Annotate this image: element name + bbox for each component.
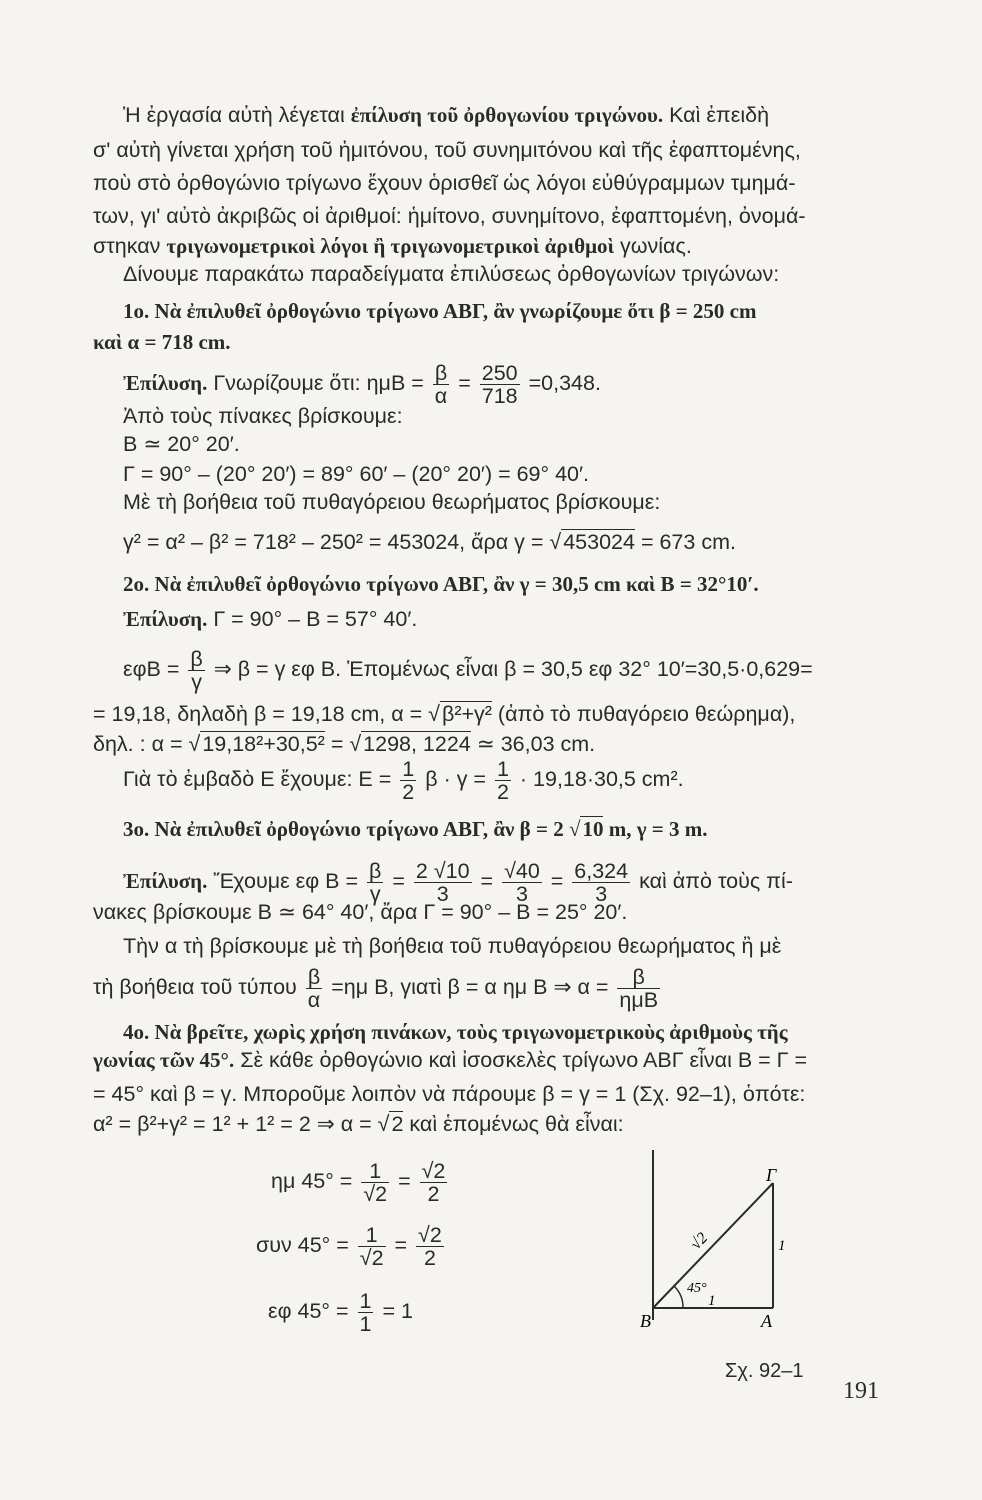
angle-arc <box>674 1286 683 1308</box>
ex2-line-4 <box>93 700 893 728</box>
denominator: 3 <box>515 882 528 906</box>
numerator: β <box>433 362 449 385</box>
ex2-text: δηλ. : α = √ <box>93 732 201 756</box>
ex1-text: γ² = α² – β² = 718² – 250² = 453024, ἄρα γ = √ <box>123 530 562 554</box>
denominator: γ <box>191 670 202 694</box>
ex1-line-3: Ἀπὸ τοὺς πίνακες βρίσκουμε: <box>123 404 403 428</box>
radicand: 10 <box>582 817 604 841</box>
numerator: 6,324 <box>574 859 629 883</box>
fraction <box>420 1160 448 1205</box>
ex1-title-1: 1ο. Νὰ ἐπιλυθεῖ ὀρθογώνιο τρίγωνο ΑΒΓ, ἂν γνωρίζουμε ὅτι β = 250 cm <box>123 299 757 323</box>
denominator: 3 <box>436 882 449 906</box>
fraction <box>495 758 511 803</box>
intro-line-6: Δίνουμε παρακάτω παραδείγματα ἐπιλύσεως ὀρθογωνίων τριγώνων: <box>123 262 780 286</box>
sin45-line: ημ 45° = $\frac{1}{√2}$ = $\frac{√2}{2}$ <box>271 1159 446 1206</box>
cos45-label: συν 45° = <box>256 1233 355 1258</box>
numerator: 1 <box>359 1289 372 1313</box>
equals: = <box>386 869 411 894</box>
ex2-text: · 19,18·30,5 cm². <box>513 767 684 792</box>
ex1-text: = 673 cm. <box>634 530 736 554</box>
ex4-text: α² = β²+γ² = 1² + 1² = 2 ⇒ α = √ <box>93 1112 390 1136</box>
equals: = <box>452 371 477 396</box>
intro-line-5 <box>93 232 893 260</box>
ex2-text: = √ <box>324 732 362 756</box>
radicand: 19,18²+30,5² <box>202 732 325 756</box>
ex2-text: (ἀπὸ τὸ πυθαγόρειο θεώρημα), <box>491 702 796 726</box>
numerator: β <box>190 647 203 671</box>
numerator: β <box>617 966 660 989</box>
fraction <box>306 966 322 1011</box>
angle-label: 45° <box>687 1281 707 1296</box>
tan45-line <box>268 1290 568 1335</box>
intro-line-1 <box>123 101 923 129</box>
intro-bold-term: ἐπίλυση τοῦ ὀρθογωνίου τριγώνου. <box>350 103 664 127</box>
ex3-title <box>123 815 923 843</box>
numerator: 250 <box>481 361 518 385</box>
denominator: 2 <box>427 1182 440 1206</box>
radicand: 2 <box>391 1112 404 1136</box>
numerator: 1 <box>361 1160 389 1183</box>
ex4-text: Σὲ κάθε ὀρθογώνιο καὶ ἰσοσκελὲς τρίγωνο ΑΒΓ εἶναι Β = Γ = <box>234 1048 808 1072</box>
denominator: 3 <box>595 882 608 906</box>
denominator: α <box>307 988 321 1012</box>
radicand: 453024 <box>563 530 635 554</box>
radicand: β²+γ² <box>441 702 492 726</box>
numerator: 1 <box>358 1224 386 1247</box>
triangle-figure <box>620 1145 800 1360</box>
cos45-line: συν 45° = $\frac{1}{√2}$ = $\frac{√2}{2}$ <box>256 1223 442 1270</box>
numerator: 2 √10 <box>415 859 470 883</box>
ex2-text: β · γ = <box>419 767 492 792</box>
denominator: α <box>434 384 448 408</box>
ex2-text: ≃ 36,03 cm. <box>470 732 596 756</box>
intro-bold-term: τριγωνομετρικοὶ λόγοι ἢ τριγωνομετρικοὶ ἀριθμοὶ <box>166 234 615 258</box>
radicand: 1298, 1224 <box>363 732 471 756</box>
intro-text: Ἡ ἐργασία αὐτὴ λέγεται <box>123 103 351 127</box>
fraction <box>188 648 204 693</box>
numerator: 1 <box>496 757 509 781</box>
ex1-line-6: Μὲ τὴ βοήθεια τοῦ πυθαγόρειου θεωρήματος βρίσκουμε: <box>123 490 661 514</box>
ex4-line-3: = 45° καὶ β = γ. Μποροῦμε λοιπὸν νὰ πάρουμε β = γ = 1 (Σχ. 92–1), ὁπότε: <box>93 1082 806 1106</box>
solution-label: Ἐπίλυση. <box>123 607 208 631</box>
denominator: √2 <box>363 1182 388 1206</box>
numerator: β <box>306 966 322 989</box>
ex3-line-3: Τὴν α τὴ βρίσκουμε μὲ τὴ βοήθεια τοῦ πυθαγόρειου θεωρήματος ἢ μὲ <box>123 934 782 958</box>
figure-caption: Σχ. 92–1 <box>725 1360 804 1382</box>
ex2-text: = 19,18, δηλαδὴ β = 19,18 cm, α = √ <box>93 702 440 726</box>
numerator: √40 <box>504 859 540 883</box>
triangle-hypotenuse <box>653 1183 773 1308</box>
vertex-g-label: Γ <box>766 1165 777 1185</box>
fraction <box>358 1290 374 1335</box>
ex4-text: καὶ ἑπομένως θὰ εἶναι: <box>403 1112 624 1136</box>
equals: = <box>474 869 500 894</box>
ex3-line-2: νακες βρίσκουμε Β ≃ 64° 40′, ἄρα Γ = 90° – Β = 25° 20′. <box>93 900 628 924</box>
numerator: 1 <box>402 757 415 781</box>
ex3-title-text: m, γ = 3 m. <box>603 817 708 841</box>
intro-text: Καὶ ἐπειδὴ <box>663 103 770 127</box>
intro-line-4: των, γι' αὐτὸ ἀκριβῶς οἱ ἀριθμοί: ἡμίτονο, συνημίτονο, ἐφαπτομένη, ὀνομά- <box>93 204 806 228</box>
ex4-title: 4ο. Νὰ βρεῖτε, χωρὶς χρήση πινάκων, τοὺς τριγωνομετρικοὺς ἀριθμοὺς τῆς <box>123 1020 788 1044</box>
intro-line-3: ποὺ στὸ ὀρθογώνιο τρίγωνο ἔχουν ὁρισθεῖ ὡς λόγοι εὐθύγραμμων τμημά- <box>93 171 796 195</box>
ex4-line-2 <box>93 1046 893 1074</box>
ex2-text: ⇒ β = γ εφ Β. Ἑπομένως εἶναι β = 30,5 εφ 32° 10′=30,5·0,629= <box>207 657 813 682</box>
denominator: 1 <box>359 1312 372 1336</box>
ex2-text: εφB = <box>123 657 186 682</box>
denominator: 2 <box>402 780 415 804</box>
intro-text: γωνίας. <box>614 234 692 258</box>
sin45-label: ημ 45° = <box>271 1169 359 1194</box>
ex2-solution <box>123 605 923 633</box>
numerator: β <box>369 859 382 883</box>
ex1-line-4: B ≃ 20° 20′. <box>123 432 240 456</box>
ex3-title-text: 3ο. Νὰ ἐπιλυθεῖ ὀρθογώνιο τρίγωνο ΑΒΓ, ἂν β = 2 √ <box>123 817 581 841</box>
ex1-title-2: καὶ α = 718 cm. <box>93 330 231 354</box>
ex2-line-3 <box>123 648 923 693</box>
vertex-b-label: B <box>640 1311 651 1331</box>
vertex-a-label: A <box>761 1311 772 1331</box>
fraction <box>361 1160 389 1205</box>
ex2-text: Γ = 90° – Β = 57° 40′. <box>207 607 418 631</box>
base-label: 1 <box>708 1293 716 1309</box>
denominator: √2 <box>359 1246 384 1270</box>
denominator: ημB <box>619 988 659 1012</box>
ex3-text: =ημ Β, γιατὶ β = α ημ Β ⇒ α = <box>325 975 615 1000</box>
ex2-text: Γιὰ τὸ ἐμβαδὸ Ε ἔχουμε: E = <box>123 767 398 792</box>
fraction <box>617 966 660 1011</box>
solution-label: Ἐπίλυση. <box>123 869 208 894</box>
solution-label: Ἐπίλυση. <box>123 371 208 396</box>
fraction <box>400 758 416 803</box>
numerator: √2 <box>418 1223 442 1247</box>
tan45-result: = 1 <box>376 1299 413 1324</box>
ex1-line-7 <box>123 528 923 556</box>
denominator: γ <box>369 882 381 906</box>
ex1-text: =0,348. <box>522 371 601 396</box>
ex1-solution <box>123 362 923 407</box>
page-number: 191 <box>843 1378 879 1404</box>
right-side-label: 1 <box>778 1238 786 1254</box>
ex4-bold-text: γωνίας τῶν 45°. <box>93 1048 235 1072</box>
denominator: 718 <box>481 384 518 408</box>
fraction <box>358 1224 386 1269</box>
denominator: 2 <box>423 1246 436 1270</box>
fraction <box>433 362 449 407</box>
ex3-text: καὶ ἀπὸ τοὺς πί- <box>633 869 793 894</box>
ex2-line-5 <box>93 730 893 758</box>
ex1-line-5: Γ = 90° – (20° 20′) = 89° 60′ – (20° 20′) = 69° 40′. <box>123 462 590 486</box>
fraction <box>480 362 520 407</box>
ex3-line-4 <box>93 966 893 1011</box>
tan45-label: εφ 45° = <box>268 1299 355 1324</box>
intro-text: στηκαν <box>93 234 167 258</box>
ex1-text: Γνωρίζουμε ὅτι: ημB = <box>207 371 430 396</box>
ex2-line-6 <box>123 758 923 803</box>
ex3-text: Ἔχουμε εφ Β = <box>207 869 364 894</box>
denominator: 2 <box>496 780 509 804</box>
ex3-text: τὴ βοήθεια τοῦ τύπου <box>93 975 303 1000</box>
intro-line-2: σ' αὐτὴ γίνεται χρήση τοῦ ἡμιτόνου, τοῦ συνημιτόνου καὶ τῆς ἐφαπτομένης, <box>93 138 801 162</box>
ex4-line-4 <box>93 1110 893 1138</box>
equals: = <box>544 869 570 894</box>
ex2-title: 2ο. Νὰ ἐπιλυθεῖ ὀρθογώνιο τρίγωνο ΑΒΓ, ἂν γ = 30,5 cm καὶ Β = 32°10′. <box>123 572 759 596</box>
fraction <box>416 1224 444 1269</box>
hypotenuse-label: √2 <box>687 1229 712 1254</box>
numerator: √2 <box>421 1159 446 1183</box>
